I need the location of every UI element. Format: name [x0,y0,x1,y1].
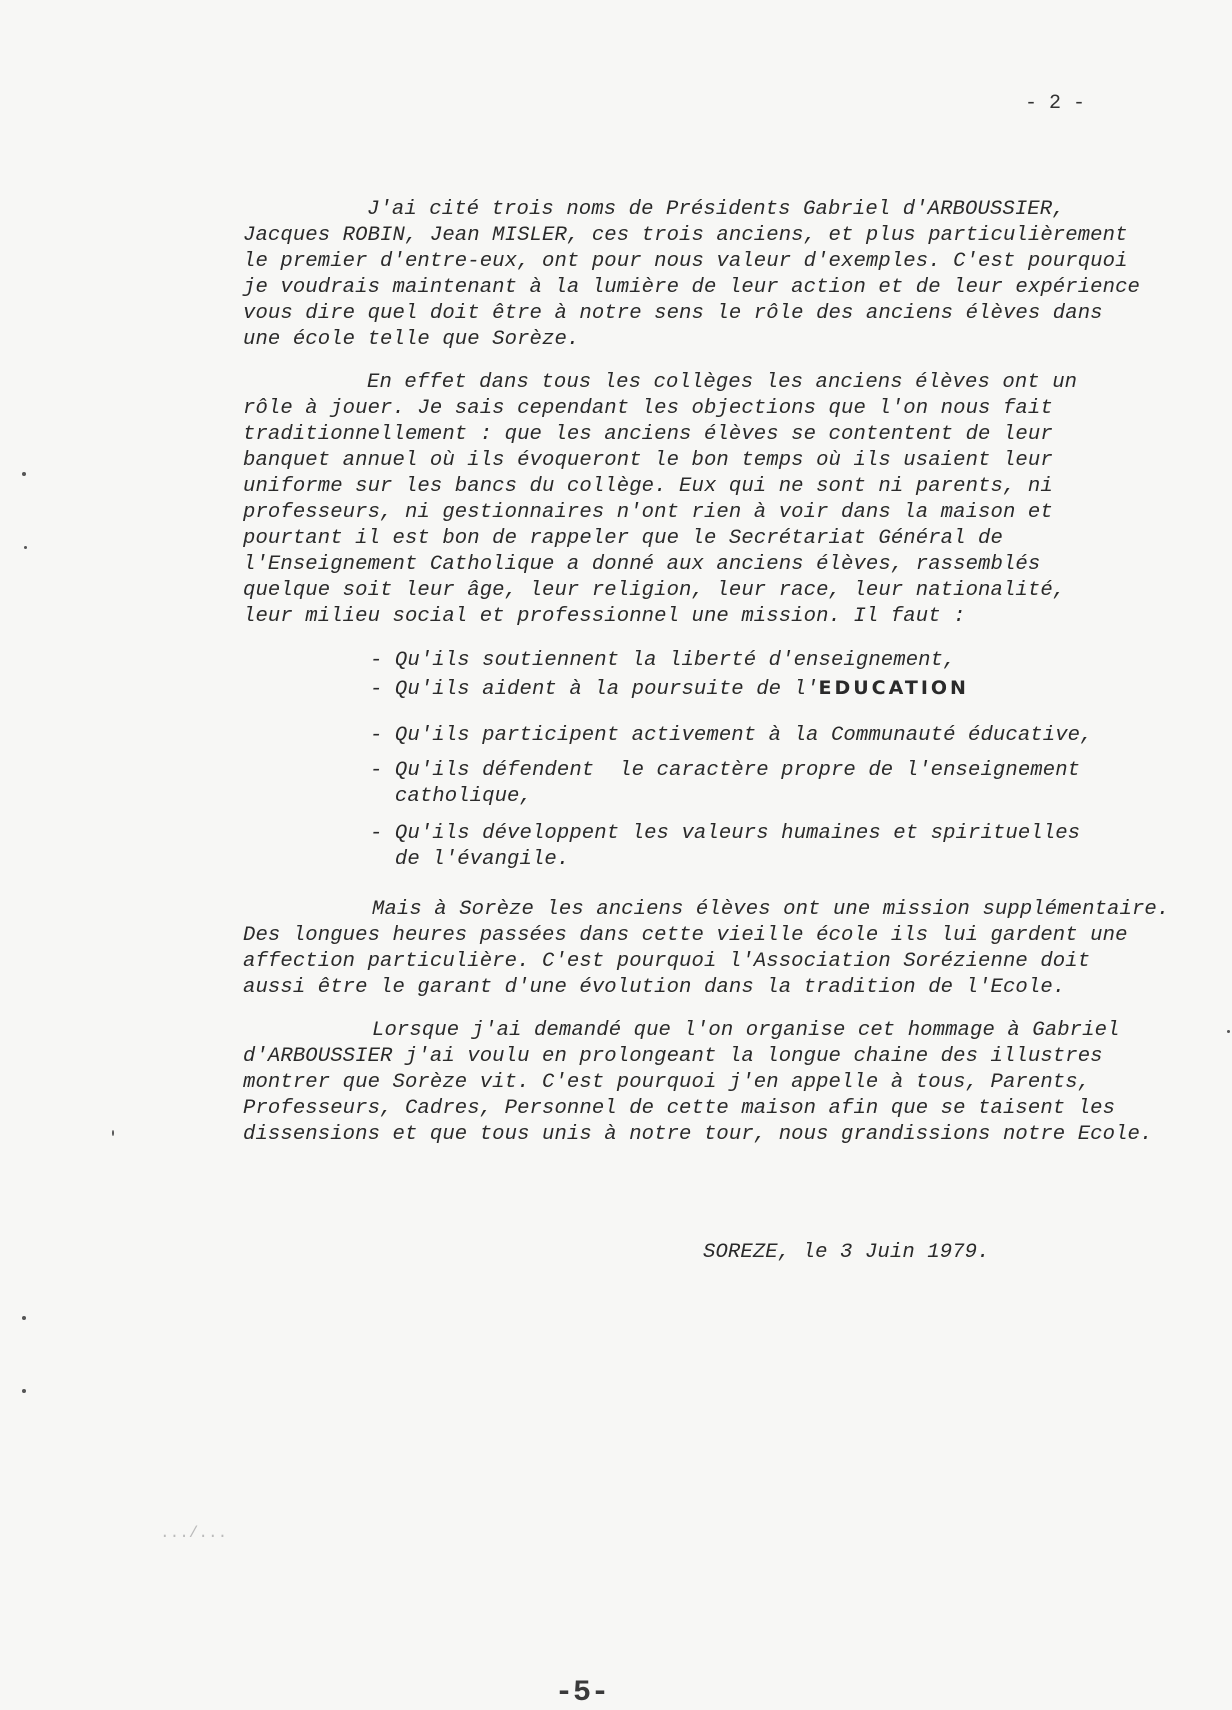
text-line: l'Enseignement Catholique a donné aux anciens élèves, rassemblés [243,553,1041,576]
list-item-continuation: catholique, [370,785,532,808]
text-line: uniforme sur les bancs du collège. Eux qui ne sont ni parents, ni [243,475,1053,498]
text-line: affection particulière. C'est pourquoi l'Association Sorézienne doit [243,950,1091,973]
text-line: dissensions et que tous unis à notre tour, nous grandissions notre Ecole. [243,1123,1153,1146]
handwritten-annotation: EDUCATION [818,677,969,699]
punch-hole-mark [112,1130,114,1136]
list-item: - Qu'ils soutiennent la liberté d'enseignement, [370,649,956,672]
text-line: aussi être le garant d'une évolution dans la tradition de l'Ecole. [243,976,1066,999]
list-item [370,675,969,703]
place-date: SOREZE, le 3 Juin 1979. [703,1241,990,1264]
text-line: vous dire quel doit être à notre sens le rôle des anciens élèves dans [243,302,1103,325]
page-number: - 2 - [1025,92,1086,115]
text-line: le premier d'entre-eux, ont pour nous valeur d'exemples. C'est pourquoi [243,250,1128,273]
text-line: une école telle que Sorèze. [243,328,580,351]
continuation-mark: .../... [160,1524,228,1542]
text-line: quelque soit leur âge, leur religion, leur race, leur nationalité, [243,579,1066,602]
list-item: - Qu'ils développent les valeurs humaines et spirituelles [370,822,1081,845]
list-item: - Qu'ils défendent le caractère propre de l'enseignement [370,759,1081,782]
text-line: Jacques ROBIN, Jean MISLER, ces trois anciens, et plus particulièrement [243,224,1128,247]
list-item-continuation: de l'évangile. [370,848,570,871]
text-line: pourtant il est bon de rappeler que le Secrétariat Général de [243,527,1003,550]
list-item: - Qu'ils participent activement à la Communauté éducative, [370,724,1093,747]
punch-hole-mark [22,1316,26,1320]
text-line: rôle à jouer. Je sais cependant les objections que l'on nous fait [243,397,1053,420]
footer-page-number: -5- [555,1676,610,1710]
text-line: leur milieu social et professionnel une mission. Il faut : [243,605,966,628]
text-line: banquet annuel où ils évoqueront le bon temps où ils usaient leur [243,449,1053,472]
punch-hole-mark [22,472,26,476]
text-line: Mais à Sorèze les anciens élèves ont une mission supplémentaire. [372,898,1170,921]
text-line: montrer que Sorèze vit. C'est pourquoi j'en appelle à tous, Parents, [243,1071,1091,1094]
text-line: d'ARBOUSSIER j'ai voulu en prolongeant la longue chaine des illustres [243,1045,1103,1068]
text-line: En effet dans tous les collèges les anciens élèves ont un [367,371,1078,394]
punch-hole-mark [1227,1030,1230,1033]
text-line: traditionnellement : que les anciens élèves se contentent de leur [243,423,1053,446]
punch-hole-mark [24,546,27,549]
text-line: J'ai cité trois noms de Présidents Gabriel d'ARBOUSSIER, [367,198,1065,221]
text-line: professeurs, ni gestionnaires n'ont rien à voir dans la maison et [243,501,1053,524]
list-item-text: - Qu'ils aident à la poursuite de l' [370,678,819,701]
text-line: Professeurs, Cadres, Personnel de cette maison afin que se taisent les [243,1097,1116,1120]
text-line: Lorsque j'ai demandé que l'on organise cet hommage à Gabriel [372,1019,1120,1042]
text-line: je voudrais maintenant à la lumière de leur action et de leur expérience [243,276,1140,299]
punch-hole-mark [22,1389,26,1393]
text-line: Des longues heures passées dans cette vieille école ils lui gardent une [243,924,1128,947]
